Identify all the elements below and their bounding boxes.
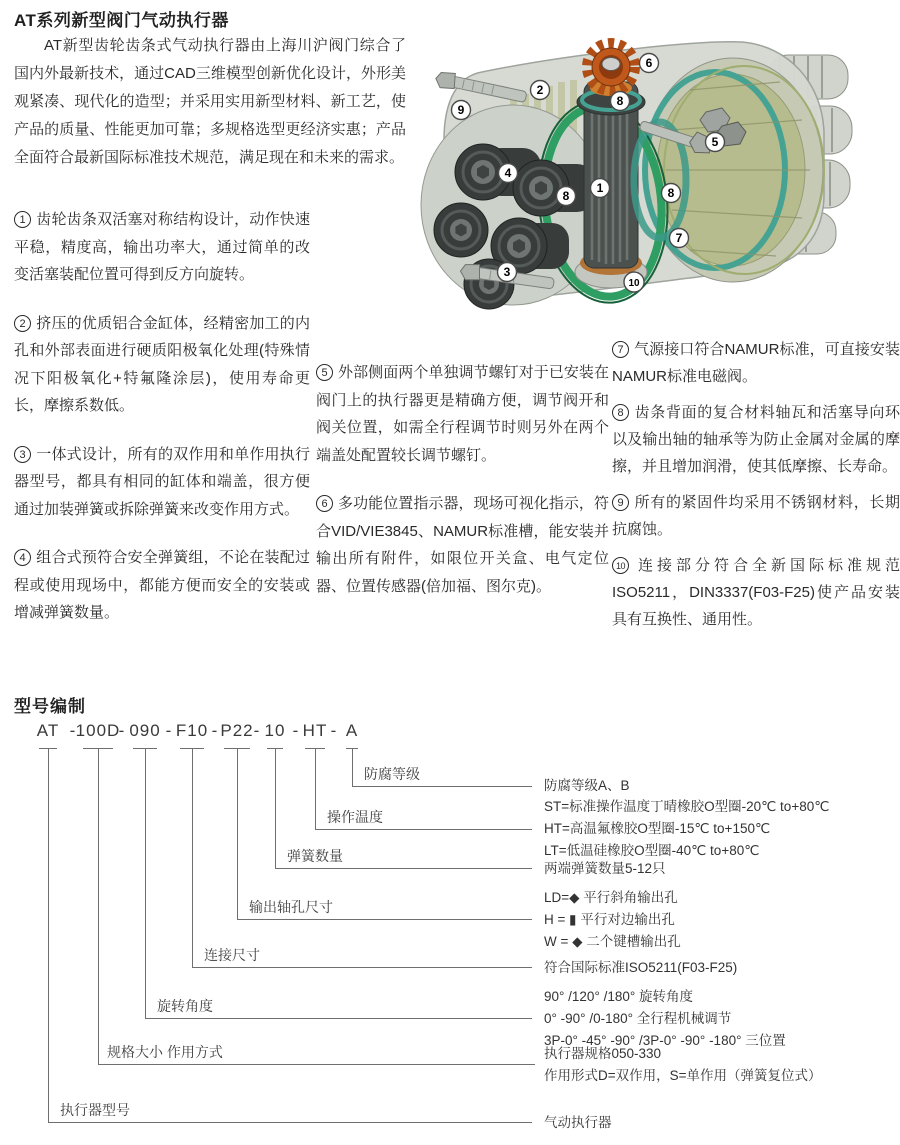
callout-7 [670,229,689,248]
code-separator: - [330,721,338,740]
diagram-leader-line [98,1064,535,1065]
code-segment-flange: F10 [175,721,209,740]
code-separator: - [292,721,300,740]
svg-text:2: 2 [536,83,544,97]
desc-temperature: ST=标准操作温度丁晴橡胶O型圈-20℃ to+80℃ HT=高温氟橡胶O型圈-15℃ to+150℃ LT=低温硅橡胶O型圈-40℃ to+80℃ [544,799,830,858]
callout-4 [499,164,518,183]
feature-item-6: 6 多功能位置指示器，现场可视化指示，符合VID/VIE3845、NAMUR标准槽，能安装并输出所有附件，如限位开关盒、电气定位器、位置传感器(倍加福、图尔克)。 [316,495,609,595]
desc-springs: 两端弹簧数量5-12只 [544,861,666,876]
code-segment-angle: 090 [129,721,161,740]
desc-size-action: 执行器规格050-330 作用形式D=双作用，S=单作用（弹簧复位式） [544,1046,822,1083]
callout-1 [591,179,610,198]
callout-6 [640,54,659,73]
circled-number-icon: 10 [612,557,629,574]
right-drum [643,58,824,282]
code-separator: - [69,721,77,740]
diagram-leader-line [237,919,532,920]
field-label-bore: 输出轴孔尺寸 [249,899,333,915]
code-segment-bore: P22 [220,721,254,740]
field-label-temperature: 操作温度 [327,809,383,825]
code-separator: - [118,721,126,740]
callout-8a [611,92,630,111]
field-label-springs: 弹簧数量 [287,848,343,864]
field-label-flange: 连接尺寸 [204,947,260,963]
svg-text:10: 10 [628,278,640,289]
feature-item-9: 9 所有的紧固件均采用不锈钢材料，长期抗腐蚀。 [612,494,900,538]
diagram-leader-line [352,786,532,787]
callout-5 [706,133,725,152]
callout-10 [624,272,644,292]
callout-8c [662,184,681,203]
svg-text:6: 6 [645,56,653,70]
code-separator: - [165,721,173,740]
desc-model: 气动执行器 [544,1115,612,1130]
diagram-leader-line [237,748,238,919]
desc-flange: 符合国际标准ISO5211(F03-F25) [544,960,738,975]
page-title: AT系列新型阀门气动执行器 [14,11,229,30]
code-separator: - [211,721,219,740]
feature-item-1: 1 齿轮齿条双活塞对称结构设计，动作快速平稳，精度高，输出功率大，通过简单的改变活塞装配位置可得到反方向旋转。 [14,211,310,283]
diagram-leader-line [192,967,532,968]
diagram-leader-line [275,748,276,868]
circled-number-icon: 2 [14,315,31,332]
circled-number-icon: 3 [14,446,31,463]
desc-bore: LD=◆ 平行斜角输出孔 H = ▮ 平行对边输出孔 W = ◆ 二个键槽输出孔 [544,890,681,949]
code-separator: - [253,721,261,740]
diagram-leader-line [48,748,49,1122]
diagram-leader-line [352,748,353,786]
svg-text:7: 7 [675,231,683,245]
code-segment-springs: 10 [264,721,286,740]
code-segment-temp: HT [302,721,328,740]
svg-text:1: 1 [596,181,604,195]
diagram-leader-line [315,748,316,829]
feature-item-10: 10 连接部分符合全新国际标准规范ISO5211，DIN3337(F03-F25)使产品安装具有互换性、通用性。 [612,557,900,628]
code-segment-series: AT [36,721,60,740]
desc-corrosion: 防腐等级A、B [544,778,630,793]
circled-number-icon: 9 [612,494,629,511]
circled-number-icon: 4 [14,549,31,566]
diagram-leader-line [145,748,146,1018]
code-segment-size-action: 100D [75,721,121,740]
feature-item-4: 4 组合式预符合安全弹簧组，不论在装配过程或使用现场中，都能方便而安全的安装或增减弹簧数量。 [14,549,310,621]
feature-item-5: 5 外部侧面两个单独调节螺钉对于已安装在阀门上的执行器更是精确方便，调节阀开和阀关位置，如需全行程调节时则另外在两个端盖处配置较长调节螺钉。 [316,364,609,464]
features-column-left [14,206,310,648]
features-column-middle [316,359,609,621]
field-label-angle: 旋转角度 [157,998,213,1014]
field-label-model: 执行器型号 [60,1102,130,1118]
field-label-size-action: 规格大小 作用方式 [107,1044,223,1060]
svg-text:5: 5 [711,135,719,149]
feature-item-2: 2 挤压的优质铝合金缸体，经精密加工的内孔和外部表面进行硬质阳极氧化处理(特殊情况下阳极氧化+特氟隆涂层)，使用寿命更长，摩擦系数低。 [14,314,310,414]
circled-number-icon: 1 [14,211,31,228]
code-segment-corrosion: A [345,721,359,740]
callout-2 [531,81,550,100]
svg-text:8: 8 [616,94,624,108]
feature-item-8: 8 齿条背面的复合材料轴瓦和活塞导向环以及输出轴的轴承等为防止金属对金属的摩擦，并且增加润滑，使其低摩擦、长寿命。 [612,404,900,475]
svg-text:8: 8 [562,189,570,203]
diagram-leader-line [275,868,532,869]
circled-number-icon: 7 [612,341,629,358]
diagram-leader-line [145,1018,532,1019]
intro-paragraph: AT新型齿轮齿条式气动执行器由上海川沪阀门综合了国内外最新技术，通过CAD三维模型创新优化设计，外形美观紧凑、现代化的造型；并采用实用新型材料、新工艺，使产品的质量、性能更加可靠；多规格选型更经济实惠；产品全面符合最新国际标准技术规范，满足现在和未来的需求。 [14,37,406,166]
desc-angle: 90° /120° /180° 旋转角度 0° -90° /0-180° 全行程机械调节 3P-0° -45° -90° /3P-0° -90° -180° 三位置 [544,989,786,1048]
model-section-heading: 型号编制 [14,697,86,716]
callout-3 [498,263,517,282]
features-column-right [612,336,900,642]
svg-text:4: 4 [504,166,512,180]
feature-item-7: 7 气源接口符合NAMUR标准，可直接安装NAMUR标准电磁阀。 [612,341,900,385]
circled-number-icon: 8 [612,404,629,421]
diagram-leader-line [48,1122,532,1123]
circled-number-icon: 5 [316,364,333,381]
callout-8b [557,187,576,206]
circled-number-icon: 6 [316,495,333,512]
diagram-leader-line [315,829,532,830]
diagram-leader-line [98,748,99,1064]
feature-item-3: 3 一体式设计，所有的双作用和单作用执行器型号，都具有相同的缸体和端盖，很方便通过加装弹簧或拆除弹簧来改变作用方式。 [14,445,310,518]
callout-9 [452,101,471,120]
svg-text:9: 9 [457,103,465,117]
field-label-corrosion: 防腐等级 [364,766,420,782]
actuator-cutaway-illustration [410,20,855,320]
diagram-leader-line [192,748,193,967]
svg-text:3: 3 [503,265,511,279]
svg-text:8: 8 [667,186,675,200]
